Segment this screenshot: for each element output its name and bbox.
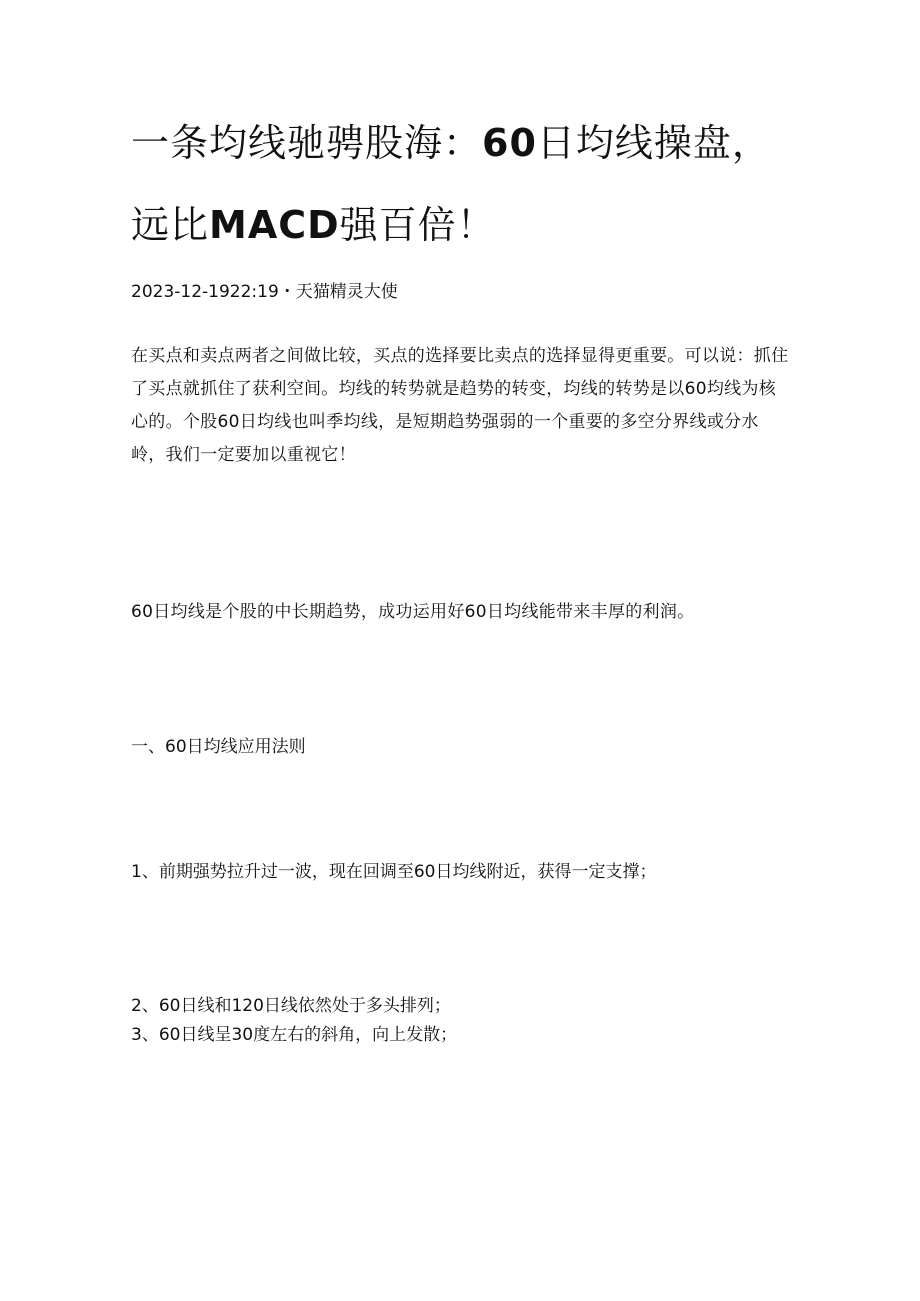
article-title-line-1 xyxy=(131,121,771,165)
title-acronym: MACD xyxy=(209,203,340,247)
intro-paragraph: 在买点和卖点两者之间做比较，买点的选择要比卖点的选择显得更重要。可以说：抓住了买点就抓住了获利空间。均线的转势就是趋势的转变，均线的转势是以60均线为核心的。个股60日均线也叫季均线，是短期趋势强弱的一个重要的多空分界线或分水岭，我们一定要加以重视它！ xyxy=(131,346,789,465)
rule-item: 2、60日线和120日线依然处于多头排列； xyxy=(131,996,451,1016)
article-meta: 2023-12-1922:19・天猫精灵大使 xyxy=(131,282,398,302)
rule-item: 3、60日线呈30度左右的斜角，向上发散； xyxy=(131,1025,458,1045)
rule-item: 1、前期强势拉升过一波，现在回调至60日均线附近，获得一定支撑； xyxy=(131,862,657,882)
title-text: 一条均线驰骋股海： xyxy=(131,121,483,165)
summary-paragraph: 60日均线是个股的中长期趋势，成功运用好60日均线能带来丰厚的利润。 xyxy=(131,602,695,622)
title-number: 60 xyxy=(482,121,537,165)
section-heading: 一、60日均线应用法则 xyxy=(131,737,306,757)
title-text: 日均线操盘， xyxy=(536,121,771,165)
article-title-line-2 xyxy=(131,203,496,247)
title-text: 远比 xyxy=(131,203,210,247)
title-text: 强百倍！ xyxy=(339,203,496,247)
